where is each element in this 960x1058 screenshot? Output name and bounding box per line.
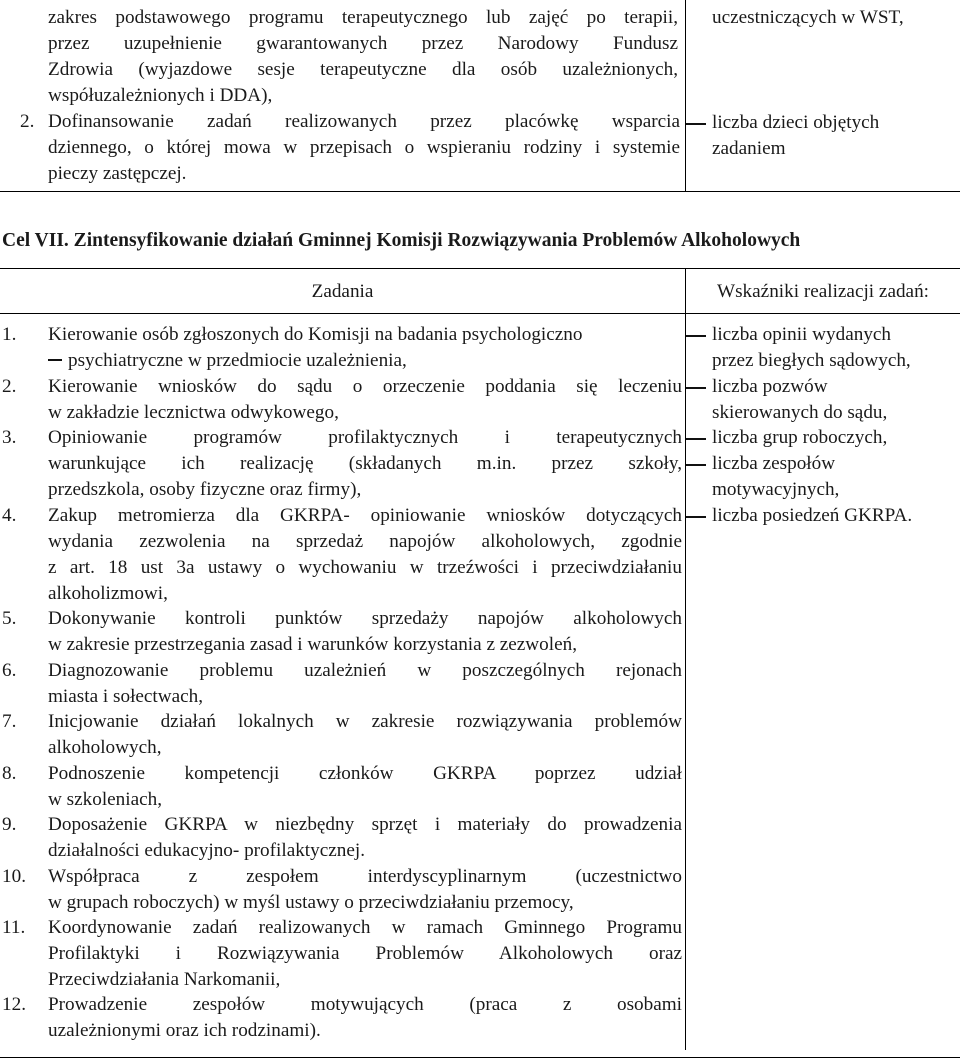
task-continuation: zakres podstawowego programu terapeutycznego lub zajęć po terapii, przez uzupełnienie gwarantowanych przez Narodowy Fundusz Zdrowia (wyjazdowe sesje terapeutyczne dla osób uzależnionych, współuzależnionych i DDA), — [48, 7, 678, 106]
indicator-item: liczba opinii wydanych przez biegłych sądowych, — [712, 324, 911, 371]
dash-marker — [48, 359, 62, 361]
top-table-divider — [685, 0, 686, 192]
header-separator — [0, 313, 960, 314]
indicator-item: liczba posiedzeń GKRPA. — [712, 505, 913, 526]
dash-marker — [686, 516, 706, 518]
indicator-item: liczba dzieci objętych zadaniem — [712, 112, 880, 159]
goal-title: Cel VII. Zintensyfikowanie działań Gminnej Komisji Rozwiązywania Problemów Alkoholowych — [2, 230, 801, 251]
task-number: 2. — [20, 111, 35, 132]
dash-marker — [686, 123, 706, 125]
indicator-continuation: uczestniczących w WST, — [712, 7, 904, 28]
column-divider — [685, 268, 686, 1050]
indicator-item: liczba grup roboczych, — [712, 427, 888, 448]
header-tasks: Zadania — [311, 281, 374, 302]
dash-marker — [686, 438, 706, 440]
dash-marker — [686, 335, 706, 337]
indicator-item: liczba zespołów motywacyjnych, — [712, 453, 840, 500]
indicator-item: liczba pozwów skierowanych do sądu, — [712, 376, 888, 423]
dash-marker — [686, 387, 706, 389]
header-indicators: Wskaźniki realizacji zadań: — [716, 281, 929, 302]
dash-marker — [686, 464, 706, 466]
